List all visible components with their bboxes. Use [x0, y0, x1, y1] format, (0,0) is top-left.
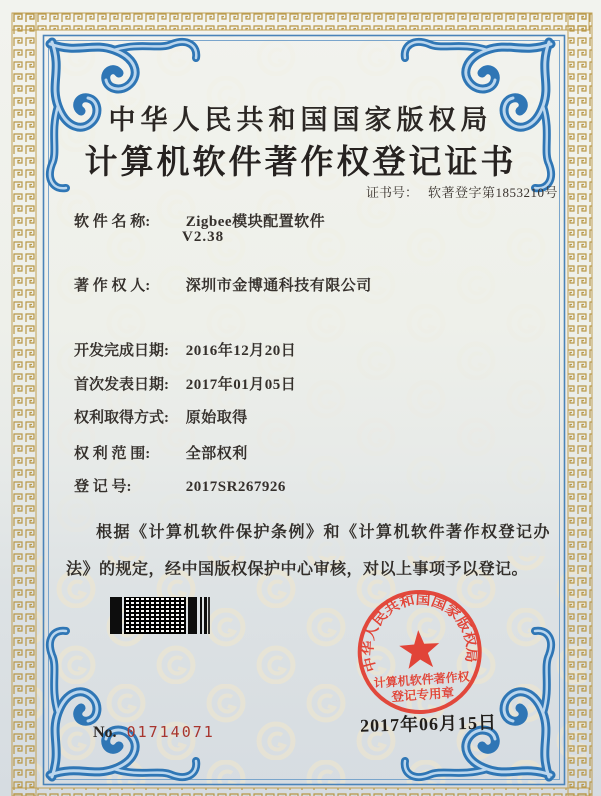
barcode-bar	[208, 597, 210, 634]
seal-line2: 登记专用章	[391, 685, 455, 705]
certificate-number-line	[366, 182, 558, 201]
field-label: 软 件 名 称:	[74, 214, 151, 230]
field-label: 权利取得方式:	[74, 410, 169, 426]
field-label: 登 记 号:	[74, 479, 132, 495]
field-copyright-owner	[74, 274, 372, 295]
official-red-seal	[347, 583, 492, 728]
field-software-name	[74, 210, 325, 231]
certificate-number-label: 证书号：	[366, 185, 419, 200]
barcode-bar	[188, 597, 197, 634]
barcode-matrix	[124, 597, 186, 634]
field-right-scope	[74, 442, 248, 463]
certificate-title: 计算机软件著作权登记证书	[84, 145, 517, 181]
field-label: 著 作 权 人:	[74, 278, 151, 294]
field-registration-no	[74, 475, 286, 496]
field-dev-complete-date	[74, 339, 296, 360]
seal-line1: 计算机软件著作权	[373, 669, 471, 691]
red-star-icon	[398, 629, 441, 670]
serial-number: 01714071	[126, 723, 215, 741]
software-version: V2.38	[182, 229, 225, 245]
serial-prefix: No.	[93, 724, 117, 741]
field-label: 开发完成日期:	[74, 343, 169, 359]
barcode	[110, 597, 220, 634]
field-value: 全部权利	[185, 446, 248, 462]
issuing-authority-title: 中华人民共和国国家版权局	[108, 105, 493, 135]
field-label: 首次发表日期:	[74, 377, 169, 393]
registration-statement: 根据《计算机软件保护条例》和《计算机软件著作权登记办法》的规定，经中国版权保护中心审核，对以上事项予以登记。	[66, 524, 550, 578]
barcode-bar	[110, 597, 122, 634]
issue-date: 2017年06月15日	[359, 712, 498, 736]
field-label: 权 利 范 围:	[74, 446, 151, 462]
field-right-acquisition	[74, 406, 248, 427]
certificate-number-value: 软著登字第1853210号	[428, 185, 559, 200]
field-value: 深圳市金博通科技有限公司	[185, 278, 372, 294]
field-value: 2017年01月05日	[185, 377, 297, 393]
field-value: Zigbee模块配置软件	[185, 214, 326, 230]
field-value: 2017SR267926	[185, 479, 286, 495]
field-value: 原始取得	[185, 410, 248, 426]
seal-ring-text: 中华人民共和国国家版权局	[360, 591, 480, 674]
serial-number-line	[93, 723, 215, 742]
field-value: 2016年12月20日	[185, 343, 297, 359]
field-first-publish-date	[74, 373, 296, 394]
